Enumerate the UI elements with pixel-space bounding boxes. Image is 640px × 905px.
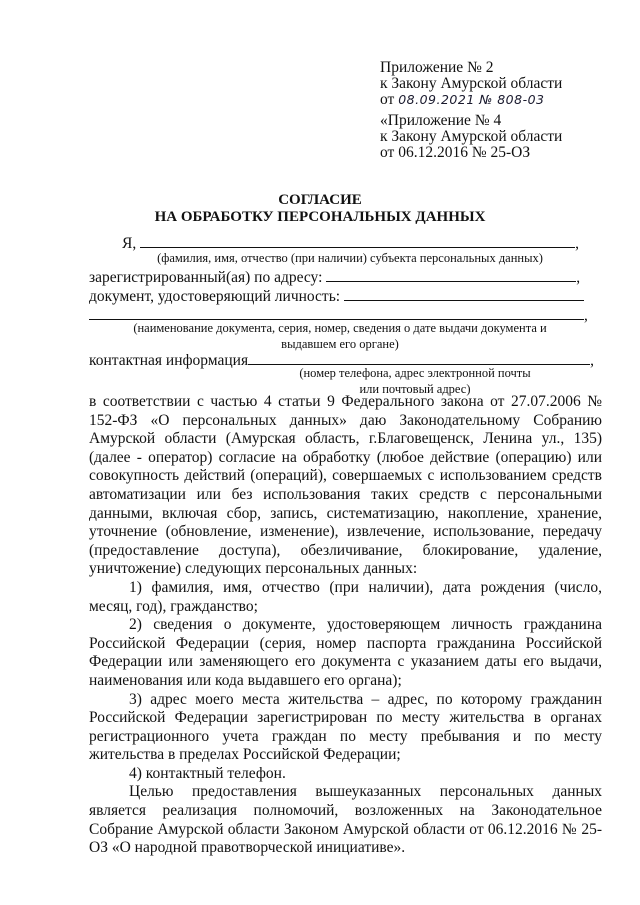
data-item-2: 2) сведения о документе, удостоверяющем личность гражданина Российской Федерации (серия, номер паспорта гражданина Российской Федерации или заменяющего его документа с указанием даты его выдачи, наименования или кода выдавшего его органа); [89, 616, 602, 689]
appendix-law-ref: к Закону Амурской области [380, 75, 563, 92]
doc-note [100, 320, 580, 352]
address-comma: , [576, 269, 581, 286]
appendix-date-line [380, 92, 630, 108]
name-note: (фамилия, имя, отчество (при наличии) субъекта персональных данных) [157, 251, 543, 265]
consent-body [89, 393, 602, 858]
address-row [89, 267, 580, 287]
handwritten-date-number: 08.09.2021 № 808-03 [398, 92, 545, 107]
name-field[interactable] [140, 233, 575, 248]
doc-title: СОГЛАСИЕ [278, 192, 362, 208]
consent-intro: в соответствии с частью 4 статьи 9 Федерального закона от 27.07.2006 № 152-ФЗ «О персональных данных» даю Законодательному Собранию Амурской области (Амурская область, г.Благовещенск, Ленина ул., 135) (далее - оператор) согласие на обработку (любое действие (операцию) или совокупность действий (операций), совершаемых с использованием средств автоматизации или без использования таких средств с персональными данными, включая сбор, запись, систематизацию, накопление, хранение, уточнение (обновление, изменение), извлечение, использование, передачу (предоставление доступа), обезличивание, блокирование, удаление, уничтожение) следующих персональных данных: [89, 393, 602, 578]
doc-row [89, 286, 584, 306]
contact-comma: , [590, 352, 594, 369]
address-field[interactable] [326, 267, 576, 282]
appendix-old-number: «Приложение № 4 [380, 112, 502, 129]
name-comma: , [575, 235, 579, 252]
contact-note-line1: (номер телефона, адрес электронной почты [299, 366, 531, 380]
doc-comma: , [584, 307, 588, 324]
doc-note-line2: выдавшем его органе) [281, 337, 399, 351]
purpose-paragraph: Целью предоставления вышеуказанных персональных данных является реализация полномочий, возложенных на Законодательное Собрание Амурской области Законом Амурской области от 06.12.2016 № 25-ОЗ «О народной правотворческой инициативе». [89, 783, 602, 857]
appendix-date-prefix: от [380, 91, 395, 108]
doc-note-line1: (наименование документа, серия, номер, сведения о дате выдачи документа и [133, 321, 547, 335]
doc-field-2[interactable] [89, 305, 584, 320]
address-label: зарегистрированный(ая) по адресу: [89, 269, 323, 286]
data-item-4: 4) контактный телефон. [129, 764, 286, 782]
data-item-1: 1) фамилия, имя, отчество (при наличии), дата рождения (число, месяц, год), гражданство; [89, 578, 602, 615]
doc-subtitle: НА ОБРАБОТКУ ПЕРСОНАЛЬНЫХ ДАННЫХ [154, 209, 486, 225]
appendix-old-date: от 06.12.2016 № 25-ОЗ [380, 144, 531, 161]
contact-label: контактная информация [89, 352, 249, 369]
data-item-3: 3) адрес моего места жительства – адрес, по которому гражданин Российской Федерации зарегистрирован по месту жительства в органах регистрационного учета граждан по месту пребывания и по месту жительства в пределах Российской Федерации; [89, 690, 602, 764]
doc-field[interactable] [344, 286, 584, 301]
contact-field[interactable] [248, 350, 590, 365]
appendix-old-law-ref: к Закону Амурской области [380, 128, 563, 145]
appendix-number: Приложение № 2 [380, 59, 494, 76]
doc-label: документ, удостоверяющий личность: [89, 288, 341, 305]
contact-note-line2: или почтовый адрес) [359, 382, 471, 396]
i-label: Я, [122, 235, 137, 252]
appendix-old-header [380, 113, 630, 161]
appendix-new-header [380, 60, 630, 108]
